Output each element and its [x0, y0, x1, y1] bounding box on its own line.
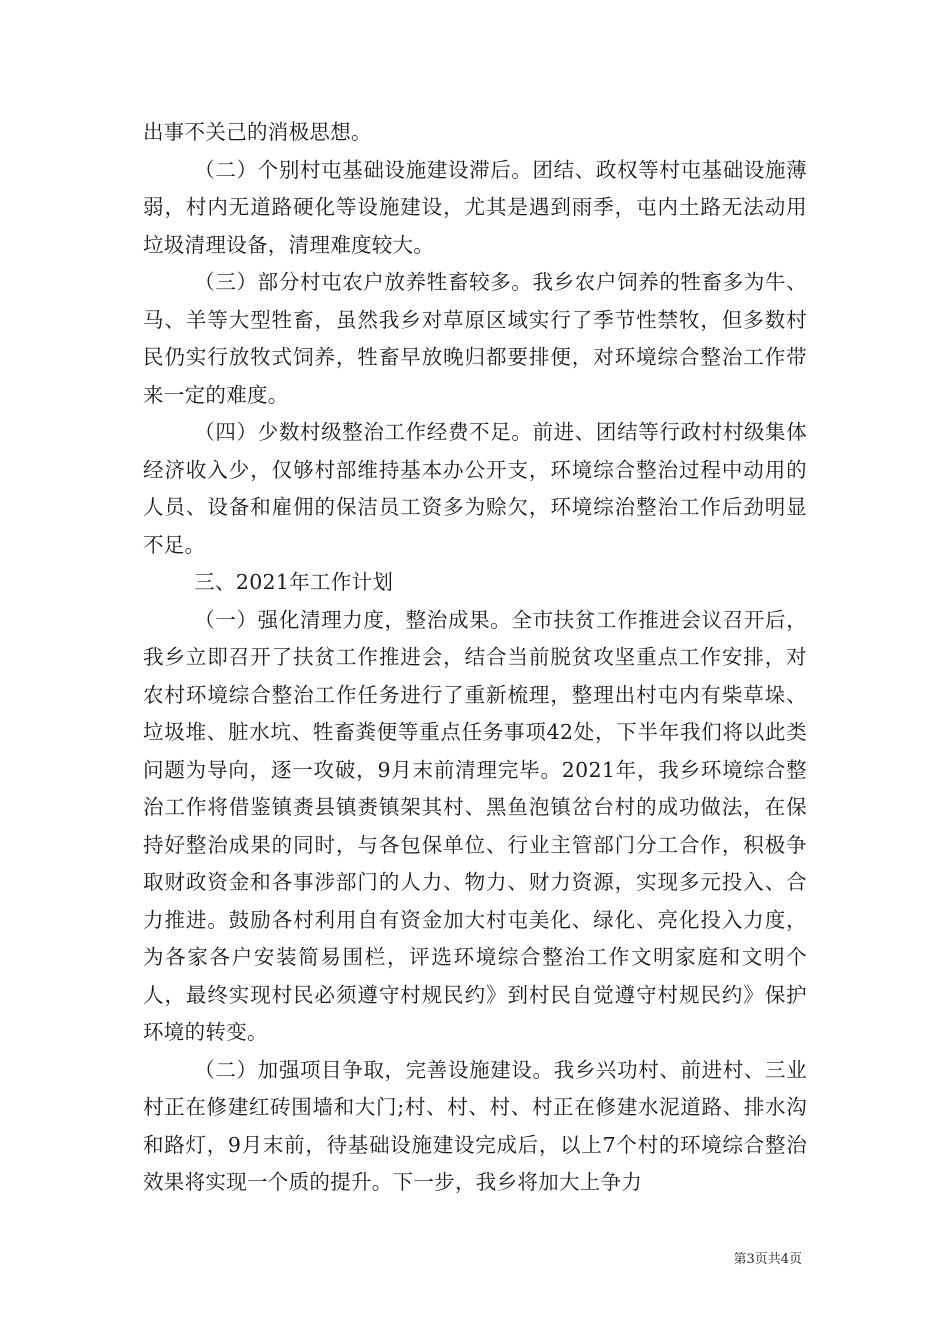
document-body: [143, 114, 807, 1202]
paragraph-plan-1: （一）强化清理力度，整治成果。全市扶贫工作推进会议召开后，我乡立即召开了扶贫工作推进会，结合当前脱贫攻坚重点工作安排，对农村环境综合整治工作任务进行了重新梳理，整理出村屯内有柴草垛、垃圾堆、脏水坑、牲畜粪便等重点任务事项42处，下半年我们将以此类问题为导向，逐一攻破，9月末前清理完毕。2021年，我乡环境综合整治工作将借鉴镇赉县镇赉镇架其村、黑鱼泡镇岔台村的成功做法，在保持好整治成果的同时，与各包保单位、行业主管部门分工合作，积极争取财政资金和各事涉部门的人力、物力、财力资源，实现多元投入、合力推进。鼓励各村利用自有资金加大村屯美化、绿化、亮化投入力度，为各家各户安装简易围栏，评选环境综合整治工作文明家庭和文明个人，最终实现村民必须遵守村规民约》到村民自觉遵守村规民约》保护环境的转变。: [143, 607, 807, 1044]
page-number-footer: 第3页共4页: [733, 1252, 802, 1267]
paragraph-continuation: 出事不关己的消极思想。: [143, 120, 372, 144]
paragraph-issue-2: （二）个别村屯基础设施建设滞后。团结、政权等村屯基础设施薄弱，村内无道路硬化等设施建设，尤其是遇到雨季，屯内土路无法动用垃圾清理设备，清理难度较大。: [143, 157, 807, 257]
paragraph-issue-3: （三）部分村屯农户放养牲畜较多。我乡农户饲养的牲畜多为牛、马、羊等大型牲畜，虽然我乡对草原区域实行了季节性禁牧，但多数村民仍实行放牧式饲养，牲畜早放晚归都要排便，对环境综合整治工作带来一定的难度。: [143, 270, 807, 407]
section-heading-work-plan: 三、2021年工作计划: [194, 570, 394, 594]
paragraph-plan-2: （二）加强项目争取，完善设施建设。我乡兴功村、前进村、三业村正在修建红砖围墙和大门;村、村、村、村正在修建水泥道路、排水沟和路灯，9月末前，待基础设施建设完成后，以上7个村的环境综合整治效果将实现一个质的提升。下一步，我乡将加大上争力: [143, 1057, 807, 1194]
paragraph-issue-4: （四）少数村级整治工作经费不足。前进、团结等行政村村级集体经济收入少，仅够村部维持基本办公开支，环境综合整治过程中动用的人员、设备和雇佣的保洁员工资多为赊欠，环境综治整治工作后劲明显不足。: [143, 420, 807, 557]
